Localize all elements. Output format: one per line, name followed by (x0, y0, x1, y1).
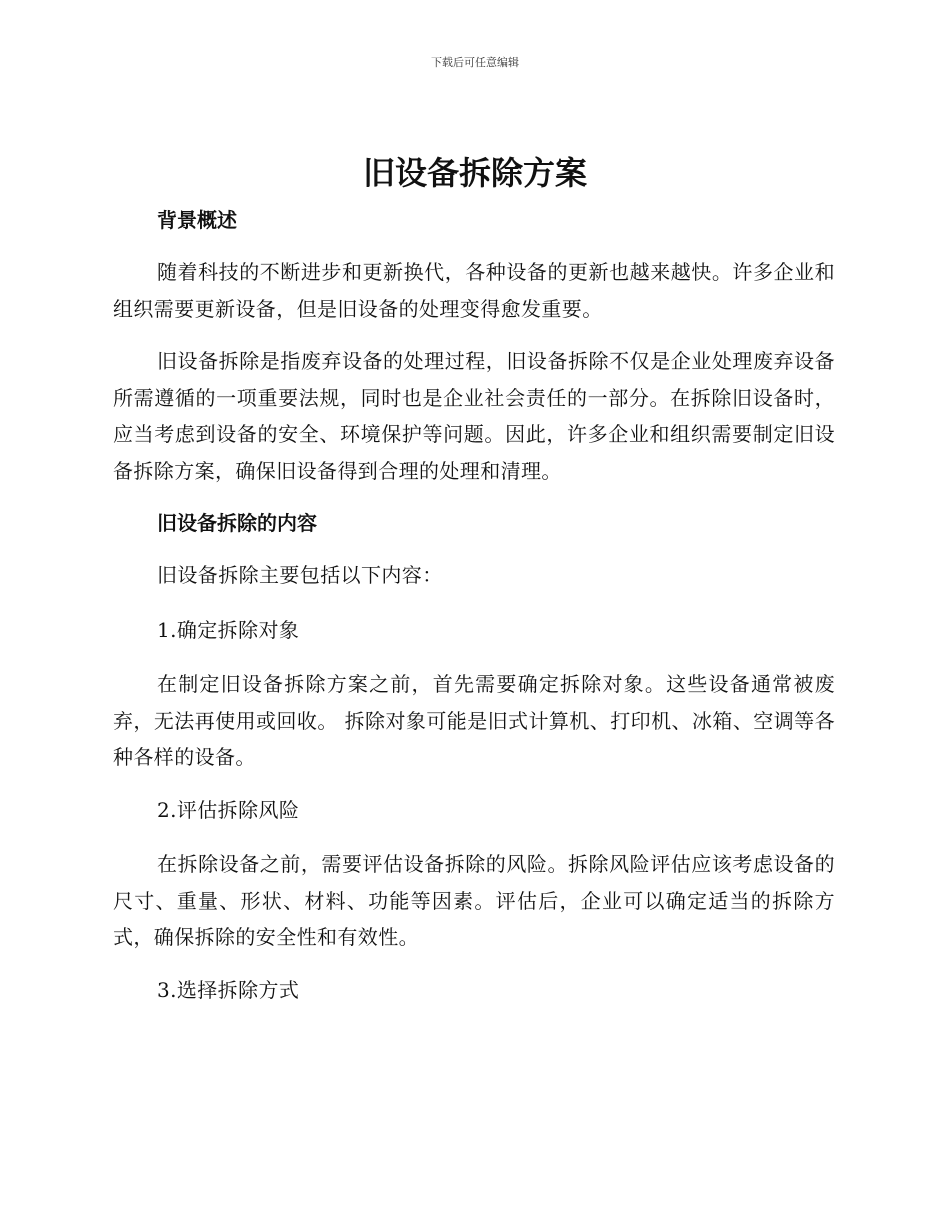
paragraph: 在拆除设备之前，需要评估设备拆除的风险。拆除风险评估应该考虑设备的尺寸、重量、形状、材料、功能等因素。评估后，企业可以确定适当的拆除方式，确保拆除的安全性和有效性。 (113, 852, 835, 949)
page-header-note: 下载后可任意编辑 (431, 56, 519, 69)
paragraph: 在制定旧设备拆除方案之前，首先需要确定拆除对象。这些设备通常被废弃，无法再使用或回收。 拆除对象可能是旧式计算机、打印机、冰箱、空调等各种各样的设备。 (113, 672, 835, 769)
list-item-heading: 3.选择拆除方式 (157, 977, 300, 1002)
paragraph: 旧设备拆除主要包括以下内容： (157, 563, 443, 587)
section-heading: 背景概述 (157, 208, 237, 232)
paragraph: 随着科技的不断进步和更新换代，各种设备的更新也越来越快。许多企业和组织需要更新设备，但是旧设备的处理变得愈发重要。 (113, 260, 835, 321)
list-item-heading: 2.评估拆除风险 (157, 797, 300, 822)
document-title: 旧设备拆除方案 (362, 154, 587, 192)
document-body (113, 202, 835, 1026)
section-heading: 旧设备拆除的内容 (157, 511, 317, 535)
paragraph: 旧设备拆除是指废弃设备的处理过程，旧设备拆除不仅是企业处理废弃设备所需遵循的一项重要法规，同时也是企业社会责任的一部分。在拆除旧设备时，应当考虑到设备的安全、环境保护等问题。因此，许多企业和组织需要制定旧设备拆除方案，确保旧设备得到合理的处理和清理。 (113, 349, 835, 483)
list-item-heading: 1.确定拆除对象 (157, 617, 300, 642)
